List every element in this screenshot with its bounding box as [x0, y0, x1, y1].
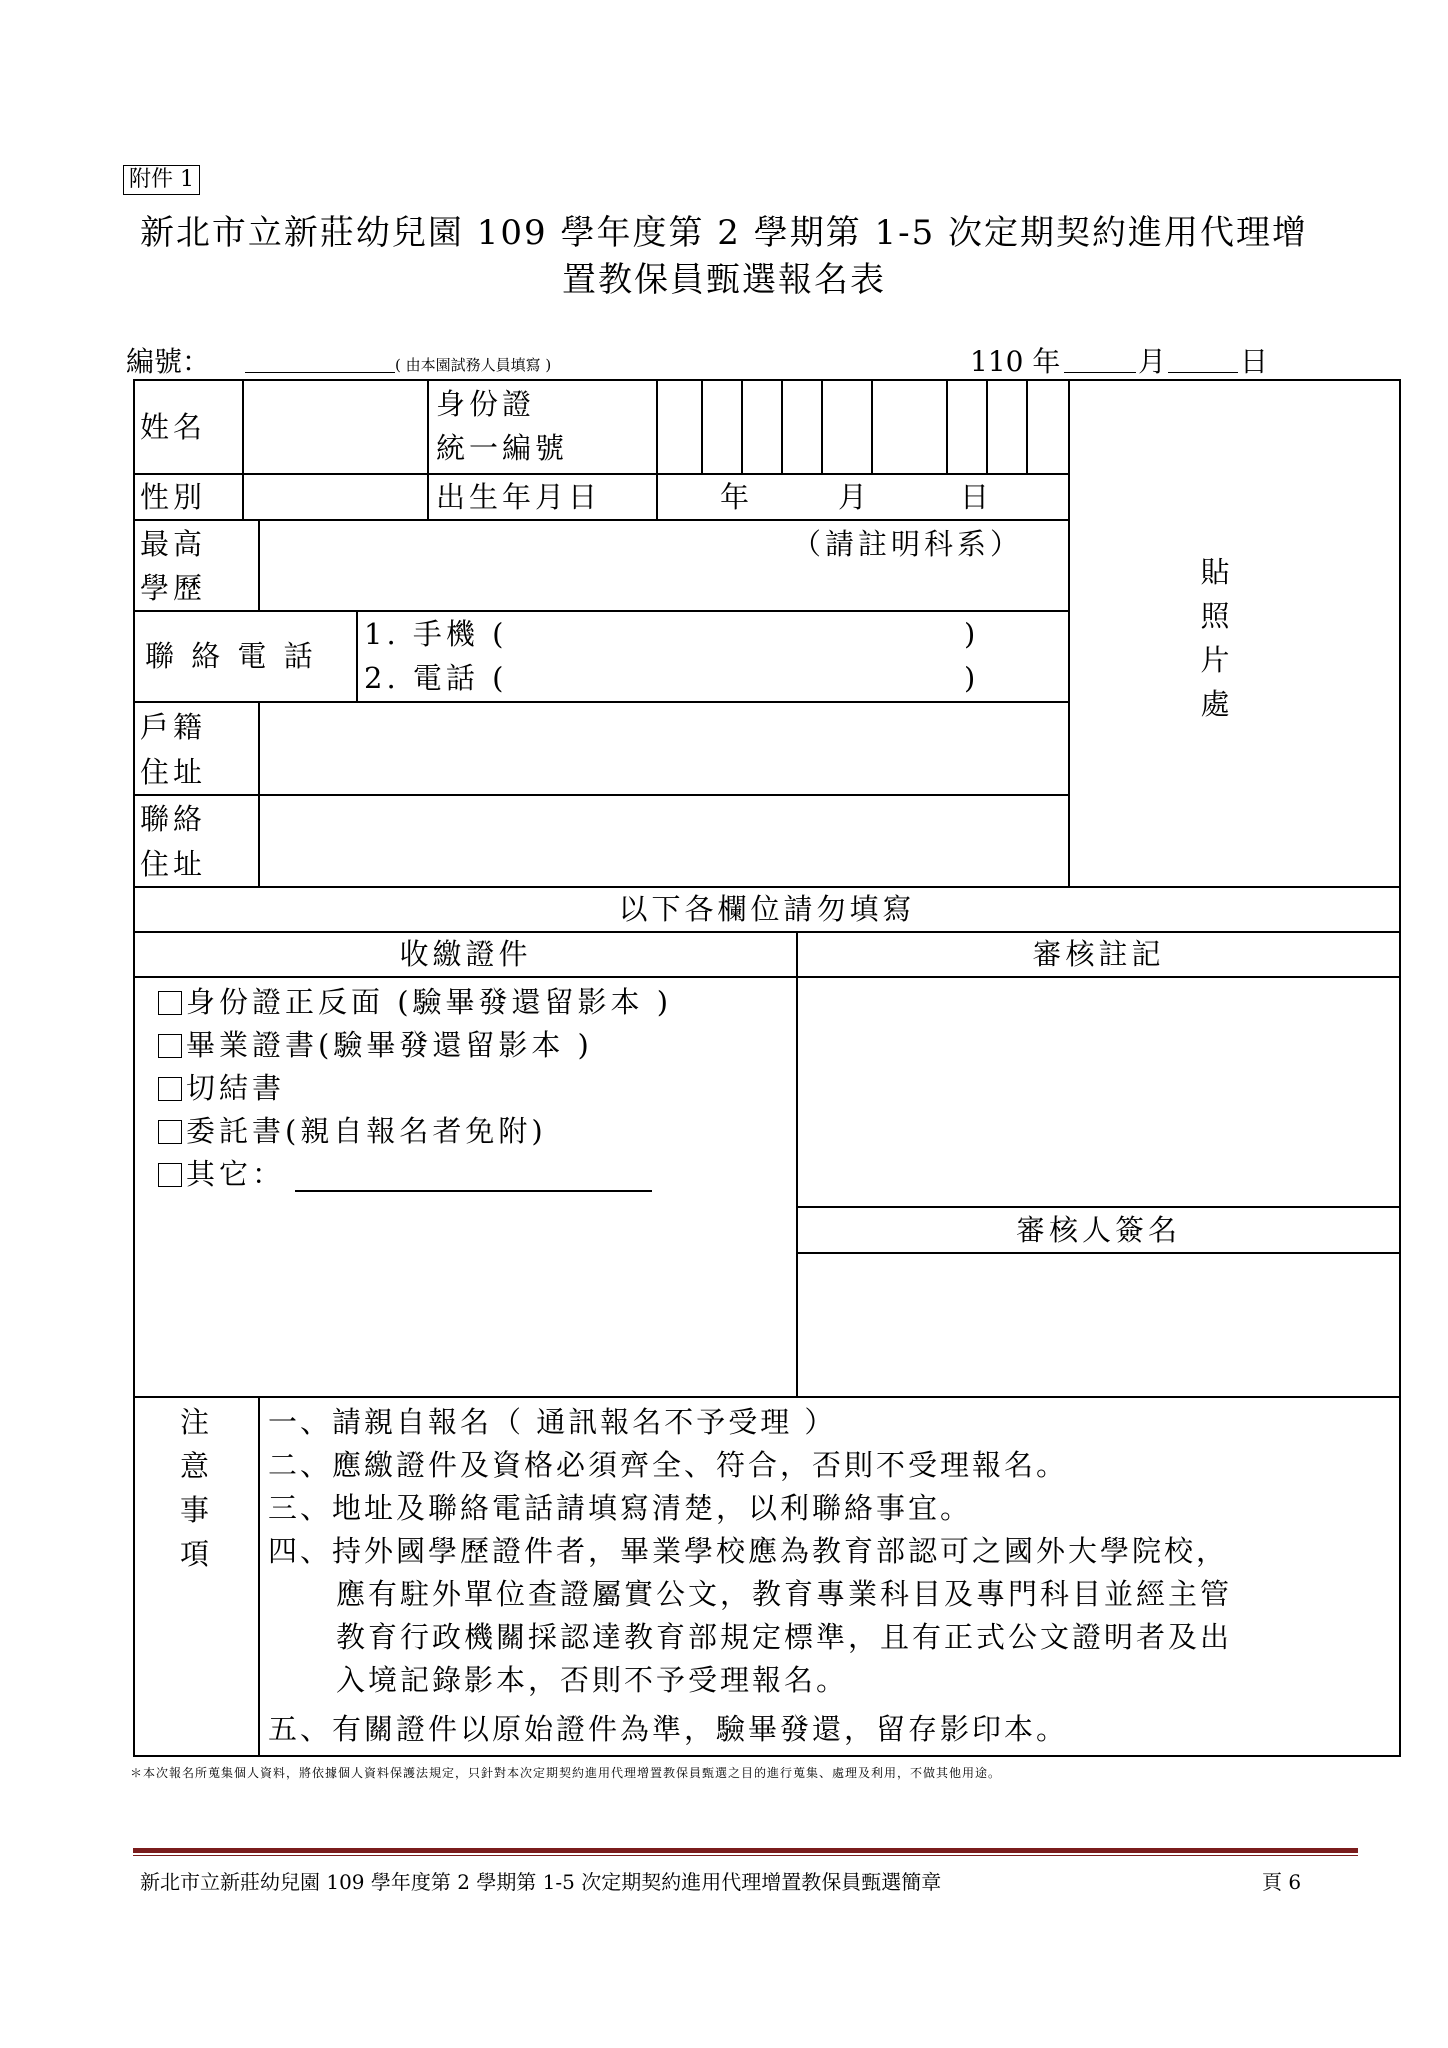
photo-label-char: 片	[1200, 643, 1230, 677]
notes-label-char: 事	[179, 1493, 213, 1527]
notes-label-char: 項	[179, 1537, 213, 1571]
doc-item-label: 其它：	[186, 1157, 286, 1191]
education-note: （請註明科系）	[792, 527, 1024, 561]
checkbox[interactable]	[158, 1163, 182, 1187]
doc-item	[158, 980, 672, 1024]
photo-area	[1190, 550, 1240, 726]
docs-header: 收繳證件	[399, 937, 532, 971]
note-item: 三、地址及聯絡電話請填寫清楚，以利聯絡事宜。	[268, 1491, 973, 1525]
mobile-label: 1. 手機 (	[364, 617, 508, 651]
doc-item-label: 畢業證書(驗畢發還留影本 )	[186, 1028, 593, 1062]
date-month: 月	[1138, 345, 1167, 378]
checkbox[interactable]	[158, 1120, 182, 1144]
number-note: ( 由本園試務人員填寫 )	[395, 356, 552, 374]
review-header: 審核註記	[1032, 937, 1165, 971]
notes-label-char: 注	[179, 1405, 213, 1439]
education-label-line2: 學歷	[140, 571, 207, 605]
number-label: 編號：	[126, 345, 211, 378]
note-item: 五、有關證件以原始證件為準，驗畢發還，留存影印本。	[268, 1712, 1069, 1746]
footer-rule-thin	[133, 1855, 1358, 1856]
mobile-close: )	[964, 617, 980, 651]
date-day: 日	[1240, 345, 1269, 378]
registered-address-label-line2: 住址	[140, 755, 207, 789]
doc-item-label: 委託書(親自報名者免附)	[186, 1114, 547, 1148]
note-item: 應有駐外單位查證屬實公文，教育專業科目及專門科目並經主管	[336, 1577, 1233, 1611]
doc-item	[158, 1109, 547, 1153]
contact-address-input[interactable]	[260, 796, 1068, 886]
photo-label-char: 貼	[1200, 555, 1230, 589]
id-label-line2: 統一編號	[436, 431, 569, 465]
contact-address-label-line1: 聯絡	[140, 802, 207, 836]
phone-label: 聯 絡 電 話	[145, 639, 317, 673]
reviewer-signature-header: 審核人簽名	[1015, 1213, 1181, 1247]
office-only-banner: 以下各欄位請勿填寫	[618, 892, 916, 926]
tel-close: )	[964, 661, 980, 695]
number-field[interactable]	[245, 352, 395, 373]
checkbox[interactable]	[158, 1034, 182, 1058]
gender-label: 性別	[140, 480, 207, 514]
tel-label: 2. 電話 (	[364, 661, 508, 695]
id-label-line1: 身份證	[436, 387, 536, 421]
checkbox[interactable]	[158, 1077, 182, 1101]
checkbox[interactable]	[158, 991, 182, 1015]
note-item: 四、持外國學歷證件者，畢業學校應為教育部認可之國外大學院校，	[268, 1534, 1229, 1568]
doc-item	[158, 1023, 593, 1067]
doc-item-label: 身份證正反面 (驗畢發還留影本 )	[186, 985, 673, 1019]
date-month-field[interactable]	[1064, 352, 1136, 373]
note-item: 二、應繳證件及資格必須齊全、符合，否則不受理報名。	[268, 1448, 1069, 1482]
education-label-line1: 最高	[140, 527, 207, 561]
notes-label-char: 意	[179, 1449, 213, 1483]
id-number-input[interactable]	[658, 381, 1068, 473]
registered-address-label-line1: 戶籍	[140, 710, 207, 744]
doc-item	[158, 1152, 285, 1196]
footer-rule	[133, 1848, 1358, 1853]
privacy-footnote: ＊本次報名所蒐集個人資料，將依據個人資料保護法規定，只針對本次定期契約進用代理增置教保員甄選之目的進行蒐集、處理及利用，不做其他用途。	[130, 1766, 1002, 1780]
notes-label	[135, 1400, 258, 1576]
gender-input[interactable]	[244, 475, 427, 519]
name-input[interactable]	[244, 381, 427, 473]
form-title-line1: 新北市立新莊幼兒園 109 學年度第 2 學期第 1-5 次定期契約進用代理增	[139, 213, 1309, 253]
education-input[interactable]	[260, 521, 1068, 610]
page-number: 頁 6	[1262, 1870, 1302, 1894]
registered-address-input[interactable]	[260, 703, 1068, 794]
form-title-line2: 置教保員甄選報名表	[562, 260, 886, 300]
note-item: 入境記錄影本，否則不予受理報名。	[336, 1663, 849, 1697]
doc-item-label: 切結書	[186, 1071, 286, 1105]
note-item: 一、請親自報名（ 通訊報名不予受理 ）	[268, 1405, 837, 1439]
birth-year-label: 年	[720, 480, 754, 514]
birth-day-label: 日	[960, 480, 994, 514]
other-doc-underline	[295, 1190, 652, 1192]
photo-label-char: 處	[1200, 687, 1230, 721]
birth-label: 出生年月日	[436, 480, 602, 514]
birth-month-label: 月	[838, 480, 872, 514]
doc-item	[158, 1066, 285, 1110]
date-day-field[interactable]	[1168, 352, 1238, 373]
date-year: 110 年	[970, 345, 1061, 378]
name-label: 姓名	[140, 410, 207, 444]
note-item: 教育行政機關採認達教育部規定標準，且有正式公文證明者及出	[336, 1620, 1233, 1654]
attachment-label: 附件 1	[123, 165, 200, 195]
contact-address-label-line2: 住址	[140, 847, 207, 881]
footer-text: 新北市立新莊幼兒園 109 學年度第 2 學期第 1-5 次定期契約進用代理增置教保員甄選簡章	[140, 1870, 942, 1894]
photo-label-char: 照	[1200, 599, 1230, 633]
